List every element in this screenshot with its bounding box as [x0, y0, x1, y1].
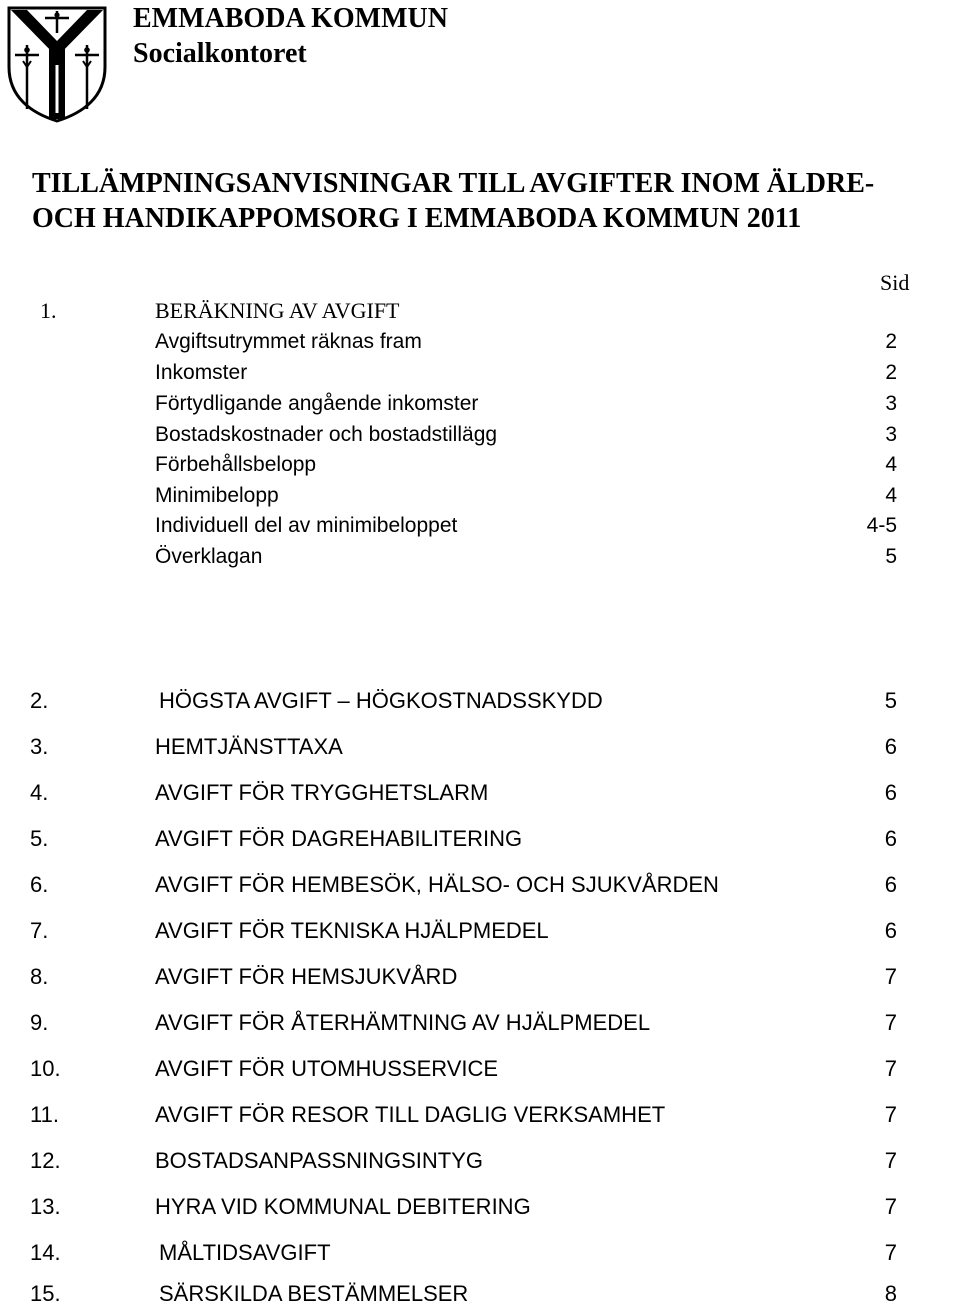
organization-name: EMMABODA KOMMUN: [133, 3, 448, 34]
toc-entry-number: 15.: [30, 1281, 61, 1306]
toc-entry-number: 8.: [30, 964, 49, 989]
section-1-heading: BERÄKNING AV AVGIFT: [155, 298, 400, 323]
toc-entry-number: 7.: [30, 918, 49, 943]
toc-entry-label: AVGIFT FÖR DAGREHABILITERING: [155, 826, 523, 851]
toc-entry-label: BOSTADSANPASSNINGSINTYG: [155, 1148, 484, 1173]
toc-entry-number: 12.: [30, 1148, 61, 1173]
toc-entry-page: 6: [884, 826, 897, 851]
toc-subentry-page: 2: [885, 361, 897, 384]
toc-subentry-label: Förbehållsbelopp: [155, 453, 317, 476]
toc-entry-number: 3.: [30, 734, 49, 759]
toc-entry-page: 7: [884, 1010, 897, 1035]
toc-entry-page: 6: [884, 734, 897, 759]
page-column-label: Sid: [880, 270, 910, 295]
toc-entry-number: 10.: [30, 1056, 61, 1081]
toc-subentry-page: 4: [885, 453, 897, 476]
toc-entry-number: 14.: [30, 1240, 61, 1265]
toc-subentry-page: 3: [885, 392, 897, 415]
coat-of-arms-logo: [5, 5, 109, 123]
toc-entry-page: 8: [884, 1281, 897, 1306]
toc-subentry-page: 5: [885, 545, 897, 568]
toc-entry-page: 6: [884, 780, 897, 805]
toc-entry-number: 6.: [30, 872, 49, 897]
department-name: Socialkontoret: [133, 38, 307, 69]
toc-entry-label: HEMTJÄNSTTAXA: [155, 734, 343, 759]
toc-subentry-label: Bostadskostnader och bostadstillägg: [155, 423, 498, 446]
toc-subentry-label: Förtydligande angående inkomster: [155, 392, 479, 415]
toc-entry-page: 7: [884, 1102, 897, 1127]
toc-subentry-page: 2: [885, 330, 897, 353]
toc-entry-page: 7: [884, 964, 897, 989]
toc-entry-label: MÅLTIDSAVGIFT: [159, 1240, 331, 1265]
toc-entry-page: 7: [884, 1194, 897, 1219]
toc-subentry-label: Individuell del av minimibeloppet: [155, 514, 458, 537]
toc-subentry-page: 4-5: [866, 514, 897, 537]
toc-entry-number: 2.: [30, 688, 49, 713]
toc-entry-label: HÖGSTA AVGIFT – HÖGKOSTNADSSKYDD: [159, 688, 603, 713]
toc-subentry-page: 3: [885, 423, 897, 446]
toc-entry-label: SÄRSKILDA BESTÄMMELSER: [159, 1281, 469, 1306]
toc-entry-page: 7: [884, 1148, 897, 1173]
document-title-line-2: OCH HANDIKAPPOMSORG I EMMABODA KOMMUN 2011: [32, 203, 802, 234]
toc-entry-page: 6: [884, 918, 897, 943]
toc-entry-number: 13.: [30, 1194, 61, 1219]
toc-subentry-label: Minimibelopp: [155, 484, 279, 507]
toc-subentry-label: Avgiftsutrymmet räknas fram: [155, 330, 422, 353]
toc-entry-label: AVGIFT FÖR ÅTERHÄMTNING AV HJÄLPMEDEL: [155, 1010, 651, 1035]
toc-entry-page: 7: [884, 1240, 897, 1265]
toc-entry-label: AVGIFT FÖR RESOR TILL DAGLIG VERKSAMHET: [155, 1102, 666, 1127]
document-title-line-1: TILLÄMPNINGSANVISNINGAR TILL AVGIFTER INOM ÄLDRE-: [32, 168, 875, 199]
toc-entry-number: 4.: [30, 780, 49, 805]
document-title: [32, 166, 952, 236]
toc-entry-label: AVGIFT FÖR HEMSJUKVÅRD: [155, 964, 458, 989]
toc-entry-number: 5.: [30, 826, 49, 851]
toc-entry-number: 9.: [30, 1010, 49, 1035]
toc-entry-number: 11.: [30, 1102, 59, 1127]
toc-entry-page: 5: [884, 688, 897, 713]
toc-entry-page: 7: [884, 1056, 897, 1081]
toc-entry-label: AVGIFT FÖR TEKNISKA HJÄLPMEDEL: [155, 918, 549, 943]
toc-subentry-page: 4: [885, 484, 897, 507]
toc-entry-page: 6: [884, 872, 897, 897]
toc-entry-label: AVGIFT FÖR UTOMHUSSERVICE: [155, 1056, 499, 1081]
toc-subentry-label: Inkomster: [155, 361, 248, 384]
toc-entry-label: AVGIFT FÖR TRYGGHETSLARM: [155, 780, 489, 805]
toc-entry-label: HYRA VID KOMMUNAL DEBITERING: [155, 1194, 531, 1219]
toc-entry-label: AVGIFT FÖR HEMBESÖK, HÄLSO- OCH SJUKVÅRDEN: [155, 872, 719, 897]
section-1-number: 1.: [40, 298, 57, 323]
toc-subentry-label: Överklagan: [155, 545, 263, 568]
